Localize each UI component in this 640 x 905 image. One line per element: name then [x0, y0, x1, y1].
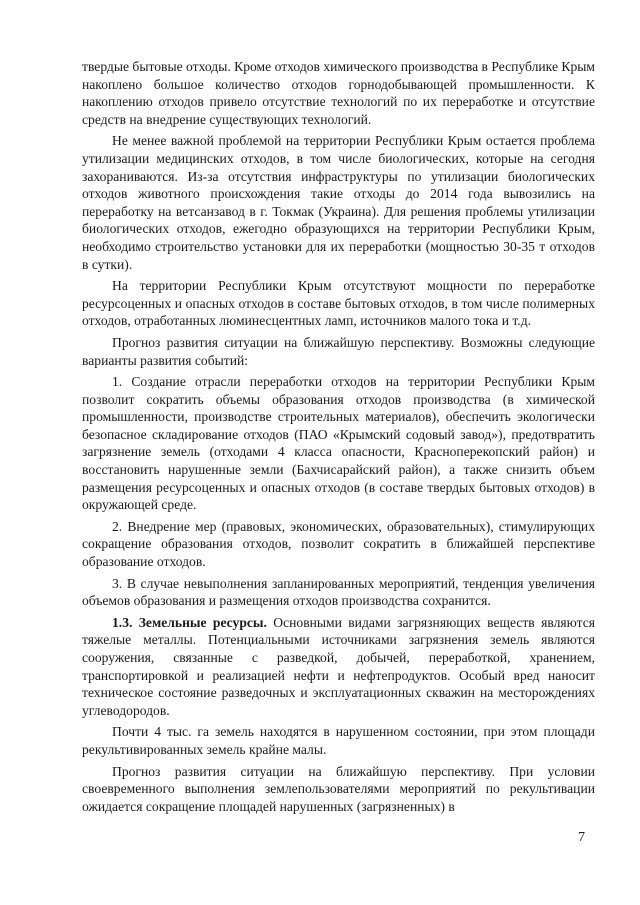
page-number: 7 [578, 830, 585, 845]
section-text: Основными видами загрязняющих веществ являются тяжелые металлы. Потенциальными источниками загрязнения земель являются сооружения, связанные с разведкой, добычей, переработкой, хранением, транспортировкой и реализацией нефти и нефтепродуктов. Особый вред наносит техническое состояние разведочных и эксплуатационных скважин на месторождениях углеводородов. [82, 614, 595, 718]
paragraph-option-2: 2. Внедрение мер (правовых, экономических, образовательных), стимулирующих сокращение образования отходов, позволит сократить в ближайшей перспективе образование отходов. [82, 518, 595, 570]
section-heading: 1.3. Земельные ресурсы. [112, 614, 267, 630]
paragraph-option-3: 3. В случае невыполнения запланированных мероприятий, тенденция увеличения объемов образования и размещения отходов производства сохранится. [82, 575, 595, 609]
paragraph-land-forecast: Прогноз развития ситуации на ближайшую перспективу. При условии своевременного выполнения землепользователями мероприятий по рекультивации ожидается сокращение площадей нарушенных (загрязненных) в [82, 763, 595, 814]
paragraph-forecast-intro: Прогноз развития ситуации на ближайшую перспективу. Возможны следующие варианты развития событий: [82, 334, 595, 368]
body-text [82, 58, 595, 819]
paragraph-option-1: 1. Создание отрасли переработки отходов на территории Республики Крым позволит сократить объемы образования отходов производства (в химической промышленности, производстве строительных материалов), обеспечить экологически безопасное складирование отходов (ПАО «Крымский содовый завод»), предотвратить загрязнение земель (отходами 4 класса опасности, Красноперекопский район) и восстановить нарушенные земли (Бахчисарайский район), а также снизить объем размещения ресурсоценных и опасных отходов (в составе твердых бытовых отходов) в окружающей среде. [82, 374, 595, 513]
paragraph-disturbed-land: Почти 4 тыс. га земель находятся в нарушенном состоянии, при этом площади рекультивированных земель крайне малы. [82, 724, 595, 757]
section-land-resources [82, 614, 595, 720]
paragraph-recycling-capacity: На территории Республики Крым отсутствуют мощности по переработке ресурсоценных и опасных отходов в составе бытовых отходов, в том числе полимерных отходов, отработанных люминесцентных ламп, источников малого тока и т.д. [82, 278, 595, 329]
paragraph-medical-waste: Не менее важной проблемой на территории Республики Крым остается проблема утилизации медицинских отходов, в том числе биологических, которые на сегодня захораниваются. Из-за отсутствия инфраструктуры по утилизации биологических отходов животного происхождения такие отходы до 2014 года вывозились на переработку на ветсанзавод в г. Токмак (Украина). Для решения проблемы утилизации биологических отходов, ежегодно образующихся на территории Республики Крым, необходимо строительство установки для их переработки (мощностью 30-35 т отходов в сутки). [82, 133, 595, 272]
paragraph-waste-accumulation: твердые бытовые отходы. Кроме отходов химического производства в Республике Крым накоплено большое количество отходов горнодобывающей промышленности. К накоплению отходов привело отсутствие технологий по их переработке и отсутствие средств на внедрение существующих технологий. [82, 59, 595, 127]
